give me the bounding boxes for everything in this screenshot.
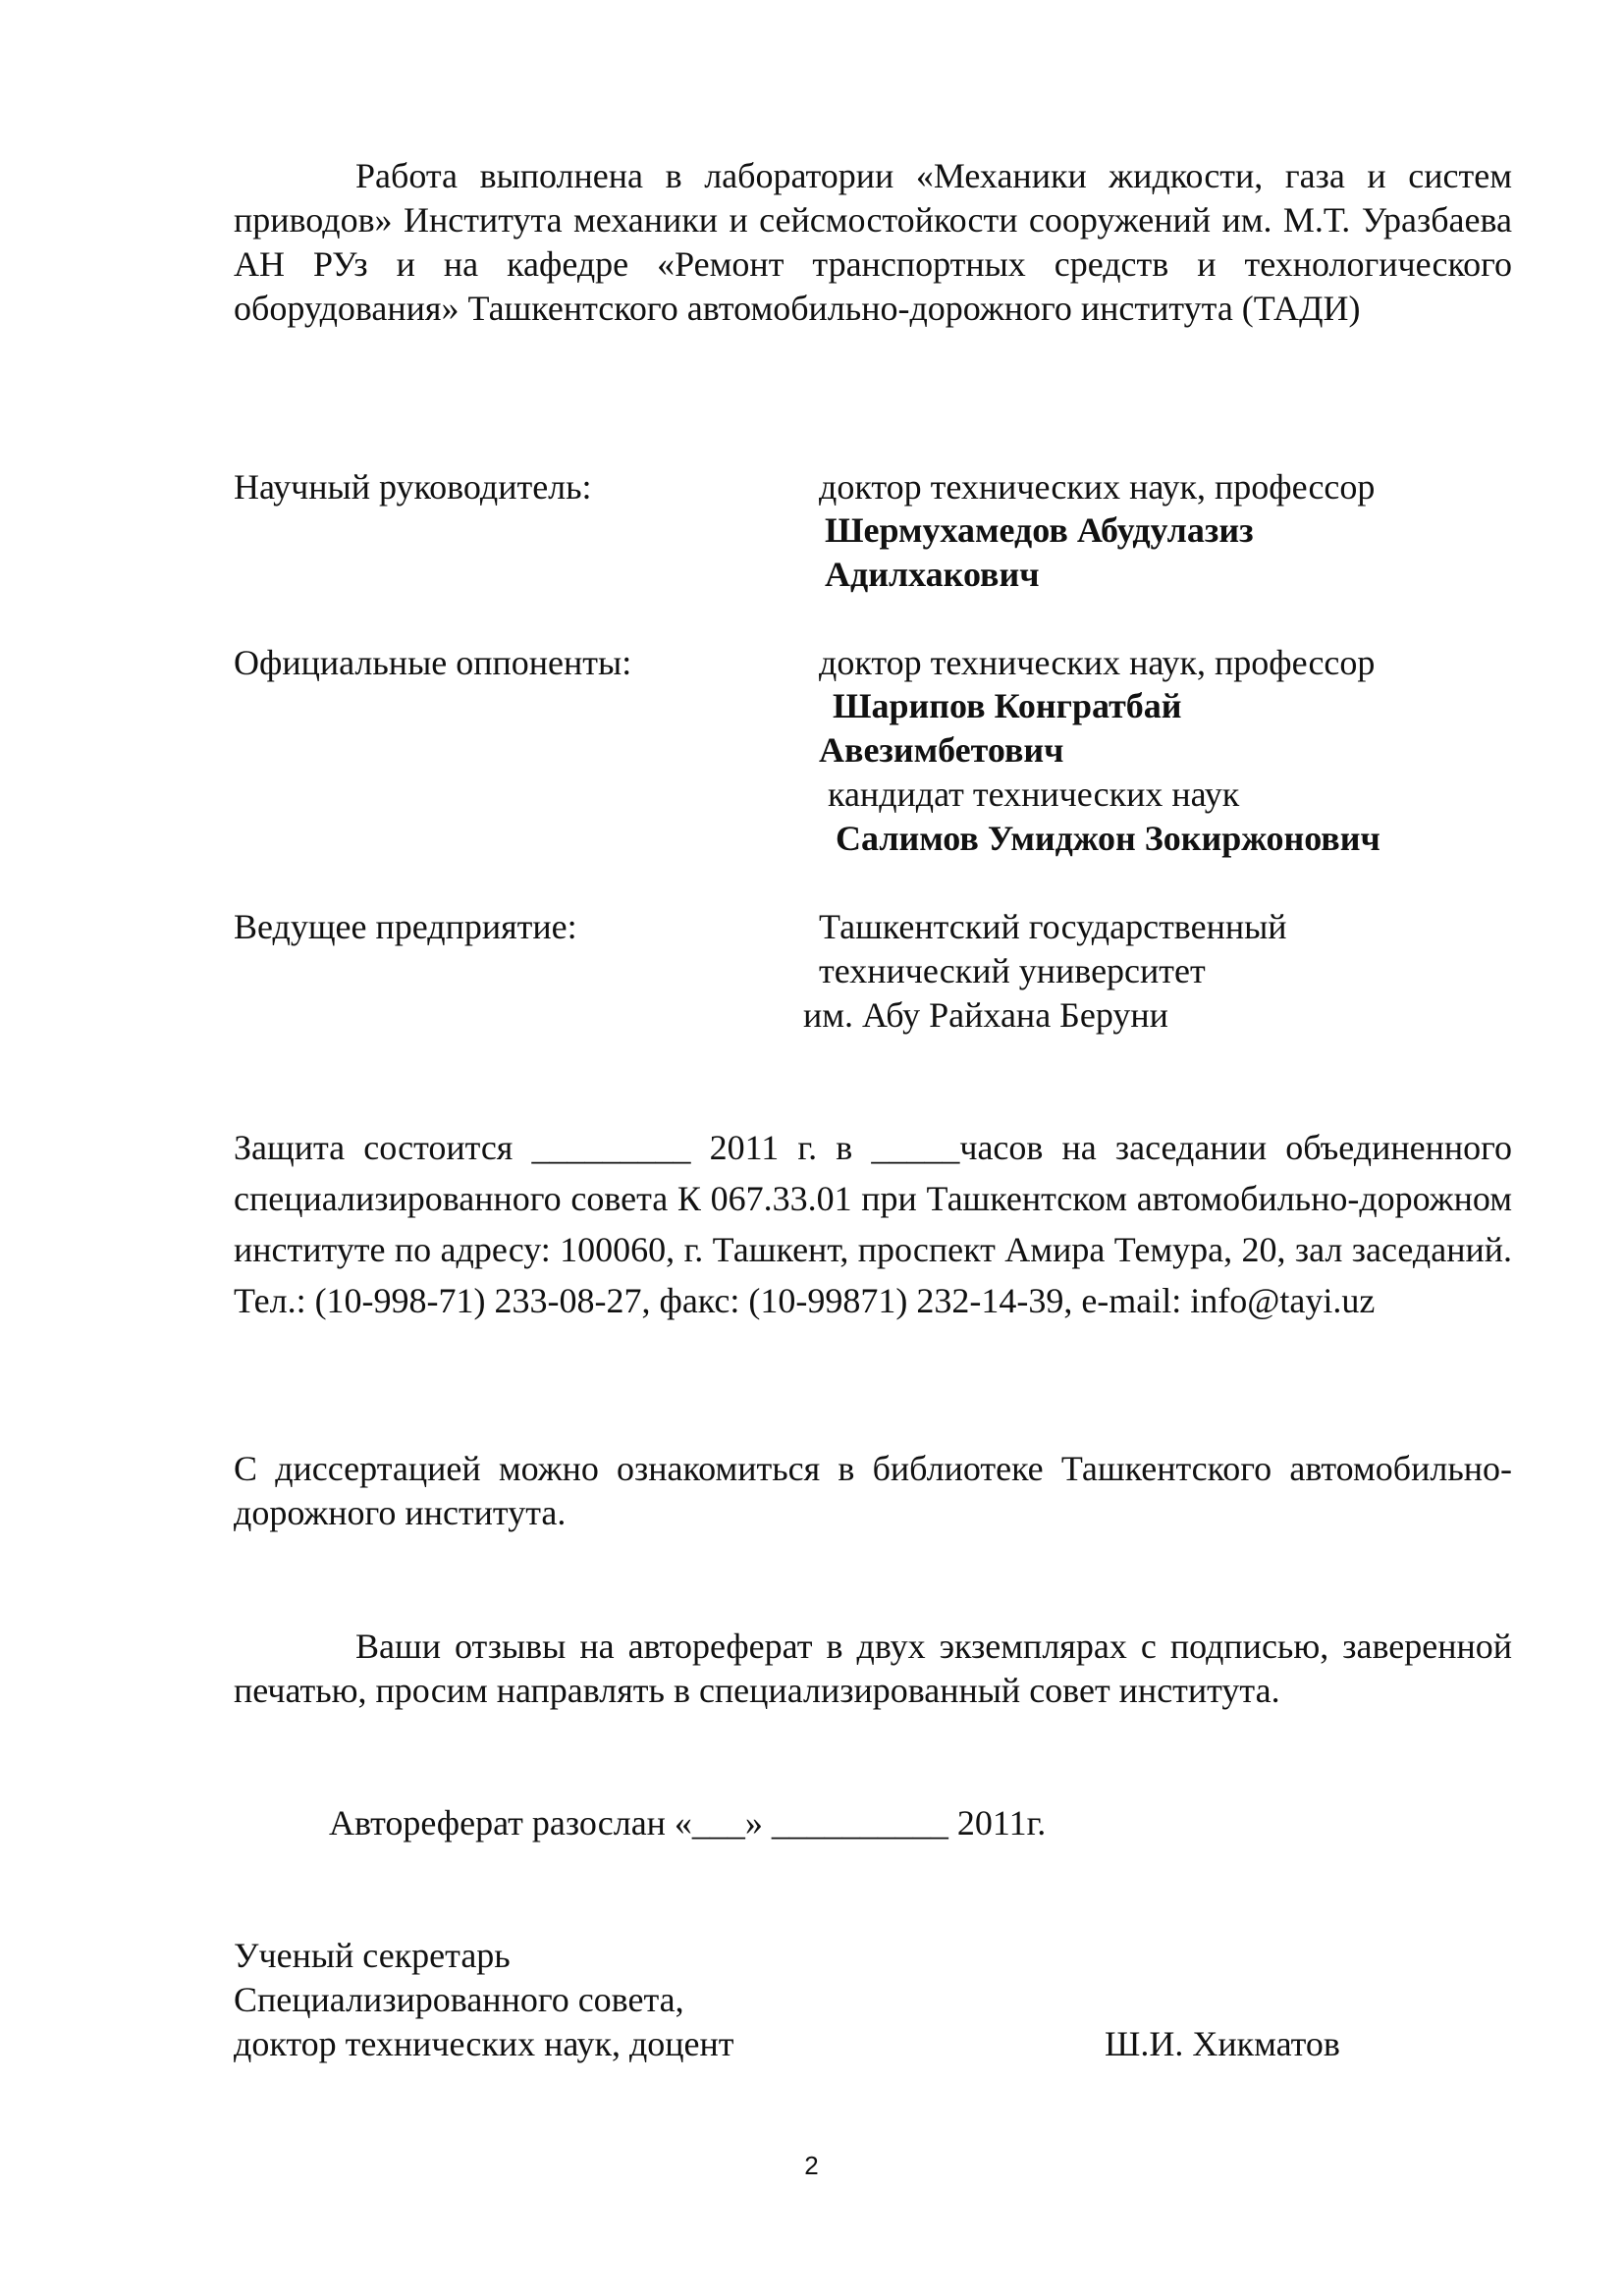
- lead-org-line2: технический университет: [819, 951, 1206, 990]
- defense-paragraph: Защита состоится _________ 2011 г. в _____часов на заседании объединенного специализированного совета К 067.33.01 при Ташкентском автомобильно-дорожном институте по адресу: 100060, г. Ташкент, проспект Амира Темура, 20, зал заседаний. Тел.: (10-998-71) 233-08-27, факс: (10-99871) 232-14-39, e-mail: info@tayi.uz: [234, 1128, 1512, 1320]
- opponent-1-name-line2: Авезимбетович: [819, 730, 1064, 770]
- secretary-line3: доктор технических наук, доцент: [234, 2024, 734, 2063]
- supervisor-name-line1: Шермухамедов Абудулазиз: [825, 510, 1254, 550]
- lead-org-label: Ведущее предприятие:: [234, 907, 577, 946]
- lead-org-line3: им. Абу Райхана Беруни: [803, 995, 1168, 1035]
- intro-paragraph: Работа выполнена в лаборатории «Механики жидкости, газа и систем приводов» Института механики и сейсмостойкости сооружений им. М.Т. Уразбаева АН РУз и на кафедре «Ремонт транспортных средств и технологического оборудования» Ташкентского автомобильно-дорожного института (ТАДИ): [234, 156, 1512, 328]
- opponent-2-name: Салимов Умиджон Зокиржонович: [836, 819, 1380, 858]
- library-paragraph: С диссертацией можно ознакомиться в библиотеке Ташкентского автомобильно-дорожного института.: [234, 1449, 1512, 1532]
- opponent-1-title: доктор технических наук, профессор: [819, 643, 1376, 682]
- page-number: 2: [804, 2151, 819, 2180]
- secretary-line2: Специализированного совета,: [234, 1980, 684, 2019]
- mailed-date-line: Автореферат разослан «___» __________ 2011г.: [329, 1803, 1047, 1842]
- supervisor-title: доктор технических наук, профессор: [819, 467, 1376, 507]
- lead-org-line1: Ташкентский государственный: [819, 907, 1287, 946]
- opponents-label: Официальные оппоненты:: [234, 643, 632, 682]
- secretary-name: Ш.И. Хикматов: [1105, 2024, 1340, 2063]
- secretary-line1: Ученый секретарь: [234, 1936, 511, 1975]
- feedback-paragraph: Ваши отзывы на автореферат в двух экземплярах с подписью, заверенной печатью, просим направлять в специализированный совет института.: [234, 1627, 1512, 1710]
- opponent-1-name-line1: Шарипов Конгратбай: [833, 686, 1182, 725]
- opponent-2-title: кандидат технических наук: [828, 774, 1240, 814]
- supervisor-name-line2: Адилхакович: [825, 555, 1040, 594]
- supervisor-label: Научный руководитель:: [234, 467, 592, 507]
